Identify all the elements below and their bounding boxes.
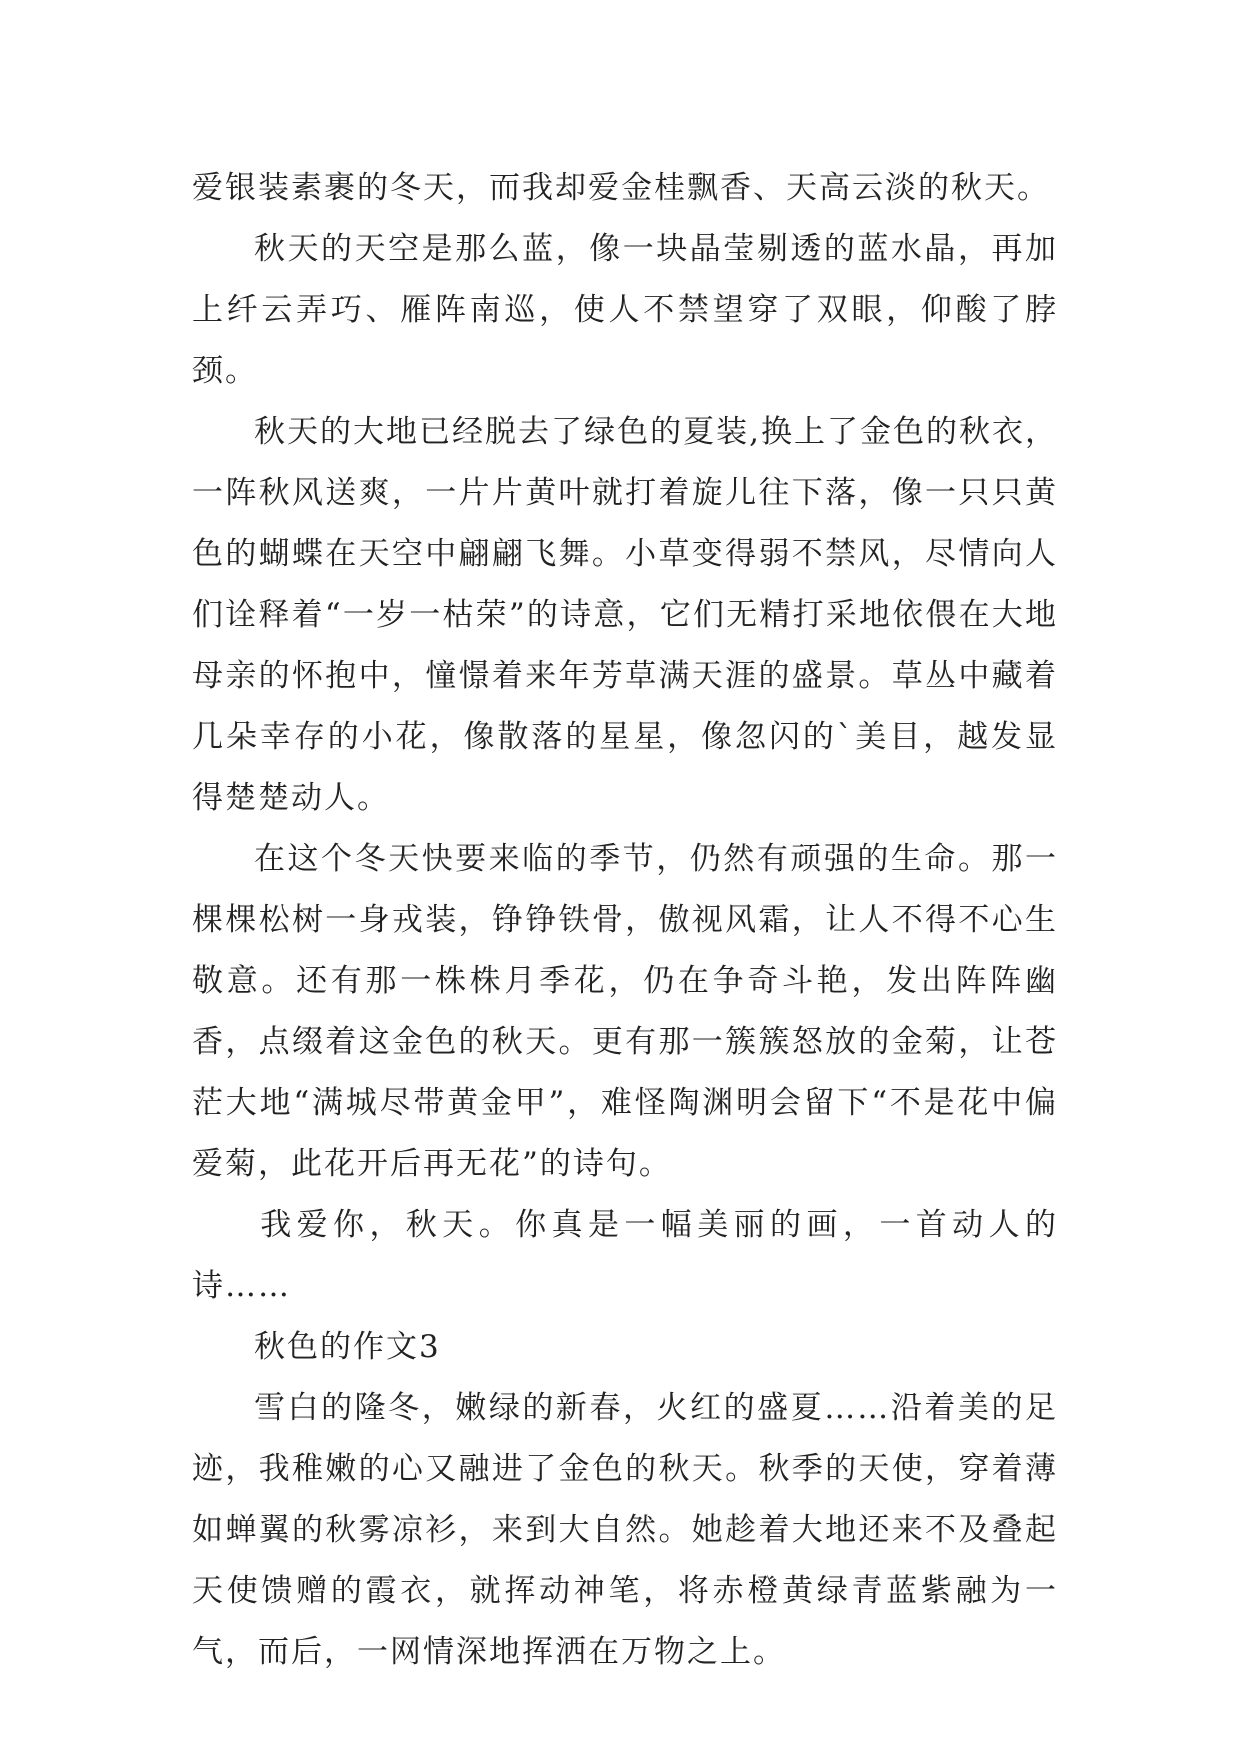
paragraph-closing: 我爱你，秋天。你真是一幅美丽的画，一首动人的诗…… xyxy=(192,1207,1058,1304)
paragraph-resilient-life: 在这个冬天快要来临的季节，仍然有顽强的生命。那一棵棵松树一身戎装，铮铮铁骨，傲视风霜，让人不得不心生敬意。还有那一株株月季花，仍在争奇斗艳，发出阵阵幽香，点缀着这金色的秋天。更有那一簇簇怒放的金菊，让苍茫大地“满城尽带黄金甲”，难怪陶渊明会留下“不是花中偏爱菊，此花开后再无花”的诗句。 xyxy=(192,841,1058,1182)
document-body xyxy=(192,158,1058,1683)
essay-heading: 秋色的作文3 xyxy=(254,1329,441,1365)
paragraph-autumn-earth: 秋天的大地已经脱去了绿色的夏装,换上了金色的秋衣，一阵秋风送爽，一片片黄叶就打着旋儿往下落，像一只只黄色的蝴蝶在天空中翩翩飞舞。小草变得弱不禁风，尽情向人们诠释着“一岁一枯荣”的诗意，它们无精打采地依偎在大地母亲的怀抱中，憧憬着来年芳草满天涯的盛景。草丛中藏着几朵幸存的小花，像散落的星星，像忽闪的`美目，越发显得楚楚动人。 xyxy=(192,414,1058,816)
paragraph-autumn-sky: 秋天的天空是那么蓝，像一块晶莹剔透的蓝水晶，再加上纤云弄巧、雁阵南巡，使人不禁望穿了双眼，仰酸了脖颈。 xyxy=(192,231,1058,389)
paragraph-essay-three-intro: 雪白的隆冬，嫩绿的新春，火红的盛夏……沿着美的足迹，我稚嫩的心又融进了金色的秋天。秋季的天使，穿着薄如蝉翼的秋雾凉衫，来到大自然。她趁着大地还来不及叠起天使馈赠的霞衣，就挥动神笔，将赤橙黄绿青蓝紫融为一气，而后，一网情深地挥洒在万物之上。 xyxy=(192,1390,1058,1670)
paragraph-continuation: 爱银装素裹的冬天，而我却爱金桂飘香、天高云淡的秋天。 xyxy=(192,170,1050,206)
